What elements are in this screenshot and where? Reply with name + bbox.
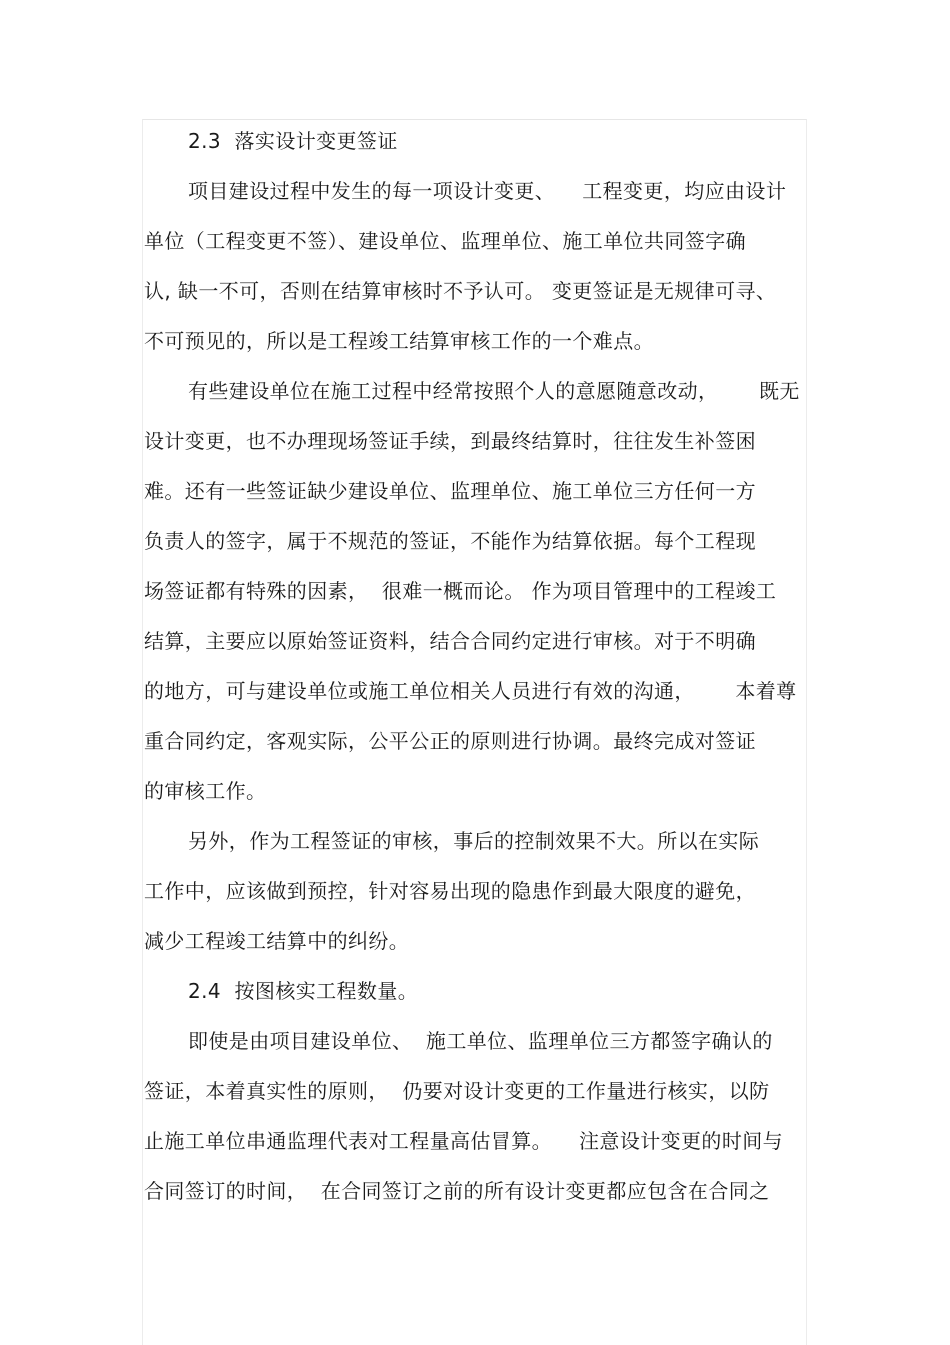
paragraph-line: 重合同约定，客观实际，公平公正的原则进行协调。最终完成对签证	[144, 729, 756, 753]
paragraph-line: 即使是由项目建设单位、 施工单位、监理单位三方都签字确认的	[188, 1029, 773, 1053]
paragraph-line: 负责人的签字，属于不规范的签证，不能作为结算依据。每个工程现	[144, 529, 756, 553]
section-heading-2-4: 2.4 按图核实工程数量。	[188, 979, 419, 1003]
paragraph-line: 设计变更，也不办理现场签证手续，到最终结算时，往往发生补签困	[144, 429, 756, 453]
paragraph-line: 认, 缺一不可，否则在结算审核时不予认可。 变更签证是无规律可寻、	[144, 279, 777, 303]
paragraph-line: 止施工单位串通监理代表对工程量高估冒算。 注意设计变更的时间与	[144, 1129, 784, 1153]
paragraph-line: 工作中，应该做到预控，针对容易出现的隐患作到最大限度的避免，	[144, 879, 756, 903]
paragraph-line: 项目建设过程中发生的每一项设计变更、 工程变更，均应由设计	[188, 179, 787, 203]
paragraph-line: 的审核工作。	[144, 779, 267, 803]
paragraph-line: 结算，主要应以原始签证资料，结合合同约定进行审核。对于不明确	[144, 629, 756, 653]
paragraph-line: 单位（工程变更不签）、建设单位、监理单位、施工单位共同签字确	[144, 229, 746, 253]
section-heading-2-3: 2.3 落实设计变更签证	[188, 129, 398, 153]
paragraph-line: 另外，作为工程签证的审核，事后的控制效果不大。所以在实际	[188, 829, 760, 853]
paragraph-line: 不可预见的，所以是工程竣工结算审核工作的一个难点。	[144, 329, 654, 353]
paragraph-line: 场签证都有特殊的因素， 很难一概而论。 作为项目管理中的工程竣工	[144, 579, 777, 603]
paragraph-line: 合同签订的时间， 在合同签订之前的所有设计变更都应包含在合同之	[144, 1179, 770, 1203]
paragraph-line: 减少工程竣工结算中的纠纷。	[144, 929, 410, 953]
paragraph-line: 有些建设单位在施工过程中经常按照个人的意愿随意改动， 既无	[188, 379, 800, 403]
paragraph-line: 签证，本着真实性的原则， 仍要对设计变更的工作量进行核实，以防	[144, 1079, 770, 1103]
paragraph-line: 难。还有一些签证缺少建设单位、监理单位、施工单位三方任何一方	[144, 479, 756, 503]
paragraph-line: 的地方，可与建设单位或施工单位相关人员进行有效的沟通， 本着尊	[144, 679, 797, 703]
